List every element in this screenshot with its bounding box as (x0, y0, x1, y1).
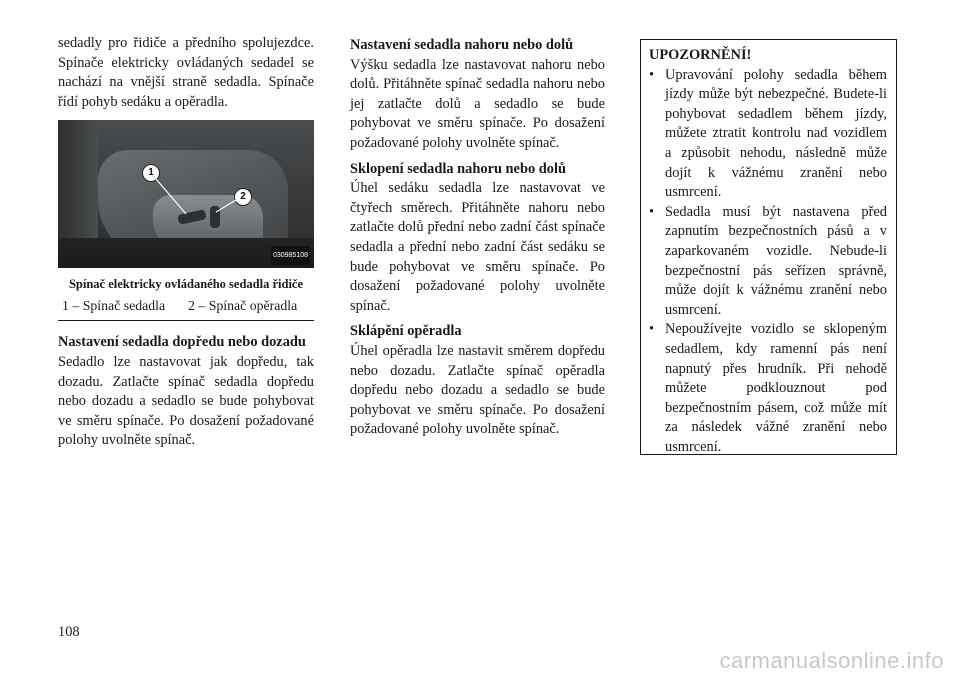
watermark: carmanualsonline.info (719, 648, 944, 673)
warning-item (649, 66, 887, 203)
figure-legend (58, 298, 314, 321)
section-tilt (350, 160, 605, 317)
warning-item-text: Nepoužívejte vozidlo se sklopeným sedadlem, kdy ramenní pás není napnutý přes hrudník. Při nehodě můžete podklouznout pod bezpečnostním pásem, což může mít za následek vážné zranění nebo usmrcení. (665, 321, 887, 455)
section-body: Sedadlo lze nastavovat jak dopředu, tak dozadu. Zatlačte spínač sedadla dopředu nebo dozadu a sedadlo se bude pohybovat ve směru spínače. Po dosažení požadované polohy uvolněte spínač. (58, 353, 314, 449)
section-body: Úhel opěradla lze nastavit směrem dopředu nebo dozadu. Zatlačte spínač opěradla dopředu nebo dozadu a sedadlo se bude pohybovat ve směru spínače. Po dosažení požadované polohy uvolněte spínač. (350, 342, 605, 438)
warning-item-text: Sedadla musí být nastavena před zapnutím bezpečnostních pásů a v zaparkovaném vozidle. Nebude-li bezpečnostní pás seřízen správně, může dojít k vážnému zranění nebo usmrcení. (665, 203, 887, 318)
warning-list (649, 66, 887, 458)
warning-item (649, 203, 887, 321)
section-heading: Sklápění opěradla (350, 323, 462, 340)
section-body: Úhel sedáku sedadla lze nastavovat ve čtyřech směrech. Přitáhněte nahoru nebo zatlačte dolů přední nebo zadní část spínače sedadla a přední nebo zadní část sedáku se bude pohybovat ve směru spínače. Po dosažení požadované polohy uvolněte spínač. (350, 180, 605, 314)
section-forward-back (58, 333, 314, 451)
bullet-icon: • (649, 321, 655, 338)
warning-title: UPOZORNĚNÍ! (649, 47, 752, 63)
warning-box (640, 39, 897, 455)
section-heading: Sklopení sedadla nahoru nebo dolů (350, 160, 566, 177)
left-column (58, 34, 314, 451)
bullet-icon: • (649, 66, 655, 83)
section-recline (350, 322, 605, 440)
section-body: Výšku sedadla lze nastavovat nahoru nebo dolů. Přitáhněte spínač sedadla nahoru nebo jej zatlačte dolů a sedadlo se bude pohybovat ve směru spínače. Po dosažení požadované polohy uvolněte spínač. (350, 56, 605, 151)
callout-2: 2 (234, 188, 252, 206)
figure-caption: Spínač elektricky ovládaného sedadla řidiče (68, 277, 304, 292)
section-up-down (350, 36, 605, 154)
middle-column (350, 36, 605, 446)
warning-item-text: Upravování polohy sedadla během jízdy může být nebezpečné. Budete-li pohybovat sedadlem během jízdy, můžete ztratit kontrolu nad vozidlem a způsobit nehodu, následně může dojít k vážnému zranění nebo usmrcení. (665, 66, 887, 201)
warning-item (649, 320, 887, 457)
intro-paragraph: sedadly pro řidiče a předního spolujezdce. Spínače elektricky ovládaných sedadel se nachází na vnější straně sedadla. Spínače řídí pohyb sedáku a opěradla. (58, 35, 314, 110)
page-number: 108 (58, 624, 80, 640)
figure-id: 030985108 (271, 246, 310, 266)
callout-1: 1 (142, 164, 160, 182)
bullet-icon: • (649, 203, 655, 220)
section-heading: Nastavení sedadla dopředu nebo dozadu (58, 334, 306, 351)
section-heading: Nastavení sedadla nahoru nebo dolů (350, 37, 574, 53)
seat-switch-figure (58, 120, 314, 268)
legend-item-2: 2 – Spínač opěradla (188, 298, 298, 314)
legend-item-1: 1 – Spínač sedadla (62, 298, 166, 314)
